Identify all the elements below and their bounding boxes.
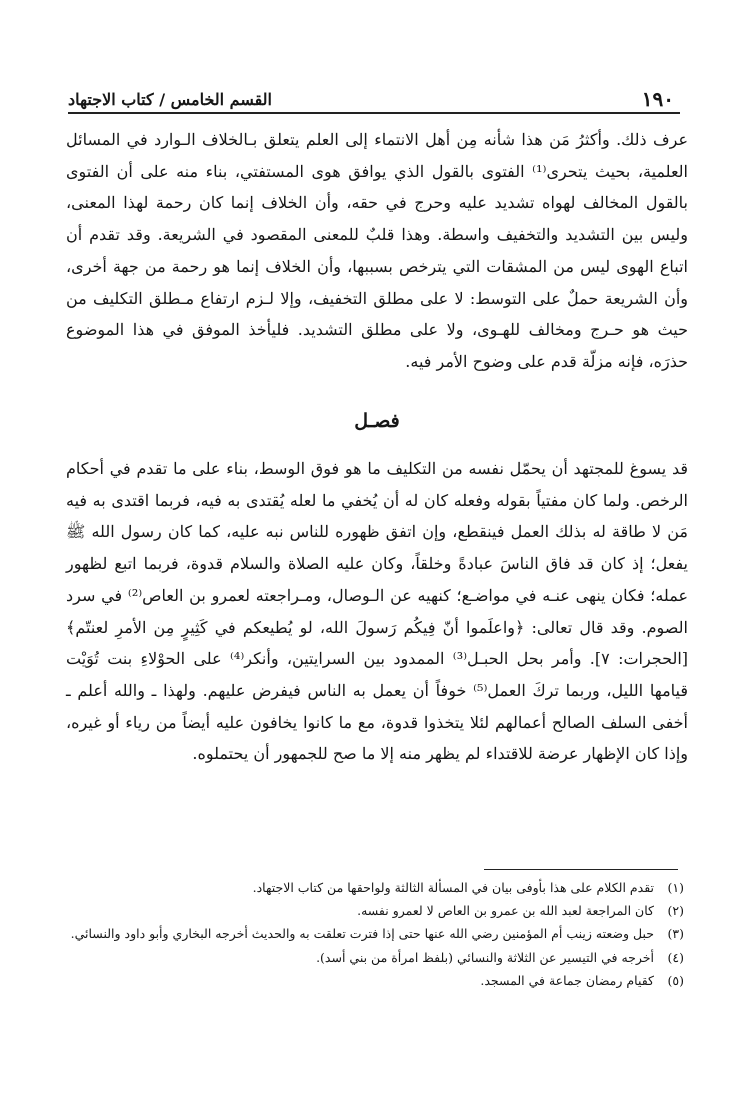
- running-title: القسم الخامس / كتاب الاجتهاد: [68, 90, 272, 109]
- page-header: [68, 86, 678, 114]
- footnote: [70, 876, 684, 899]
- footnote: [70, 922, 684, 945]
- paragraph-text: قد يسوغ للمجتهد أن يحمّل نفسه من التكليف ما هو فوق الوسط، بناء على ما تقدم في أحكام الرخص. ولما كان مفتياً بقوله وفعله كان له أن يُخفي ما لعله يُقتدى به فيه، فربما اقتدى به فيه مَن لا طاقة له بذلك العمل فينقطع، وإن اتفق ظهوره للناس نبه عليه، كما كان رسول الله ﷺ يفعل؛ إذ كان قد فاق الناسَ عبادةً وخلقاً، وكان عليه الصلاة والسلام قدوة، فربما اتبع لظهور عمله؛ فكان ينهى عنـه في مواضـع؛ كنهيه عن الـوصال، ومـراجعته لعمرو بن العاص⁽²⁾ في سرد الصوم. وقد قال تعالى: ﴿واعلَموا أنّ فِيكُم رَسولَ الله، لو يُطيعكم في كَثِيرٍ مِن الأمرِ لعنتّم﴾ [الحجرات: ٧]. وأمر بحل الحبـل⁽³⁾ الممدود بين السرايتين، وأنكر⁽⁴⁾ على الحوْلاءِ بنت تُوَيْت قيامها الليل، وربما تركَ العمل⁽⁵⁾ خوفاً أن يعمل به الناس فيفرض عليهم. ولهذا ـ والله أعلم ـ أخفى السلف الصالح أعمالهم لئلا يتخذوا قدوة، مع ما كانوا يخافون عليه أيضاً من رياء أو غيره، وإذا كان الإظهار عرضة للاقتداء لم يظهر منه إلا ما صح للجمهور أن يحتملوه.: [66, 459, 689, 764]
- footnotes: [70, 876, 684, 992]
- footnote-number: (١): [667, 880, 684, 895]
- footnote-text: حبل وضعته زينب أم المؤمنين رضي الله عنها حتى إذا فترت تعلقت به والحديث أخرجه البخاري وأبو داود والنسائي.: [70, 926, 654, 942]
- footnote-number: (٢): [667, 903, 684, 919]
- paragraph-text: عرف ذلك. وأكثرُ مَن هذا شأنه مِن أهل الانتماء إلى العلم يتعلق بـالخلاف الـوارد في المسائل العلمية، بحيث يتحرى⁽¹⁾ الفتوى بالقول الذي يوافق هوى المستفتي، بناء منه على أن الفتوى بالقول المخالف لهواه تشديد عليه وحرج في حقه، وأن الخلاف إنما كان رحمة لهذا المعنى، وليس بين التشديد والتخفيف واسطة. وهذا قلبٌ للمعنى المقصود في الشريعة. وقد تقدم أن اتباع الهوى ليس من المشقات التي يترخص بسببها، وأن الخلاف إنما هو رحمة من جهة أخرى، وأن الشريعة حملٌ على التوسط: لا على مطلق التخفيف، وإلا لـزم ارتفاع مـطلق التكليف من حيث هو حـرج ومخالف للهـوى، ولا على مطلق التشديد. فليأخذ الموفق في هذا الموضوع حذرَه، فإنه مزلّة قدم على وضوح الأمر فيه.: [66, 130, 689, 371]
- footnote-number: (٤): [667, 949, 684, 965]
- footnote-rule: [484, 869, 678, 870]
- page-number: ١٩٠: [641, 87, 674, 111]
- body-paragraph-1: [66, 124, 688, 378]
- footnote: [70, 946, 684, 969]
- footnote: [70, 899, 684, 922]
- footnote: [70, 969, 684, 992]
- header-rule: [68, 112, 680, 114]
- footnote-text: كقيام رمضان جماعة في المسجد.: [480, 972, 654, 988]
- footnote-number: (٥): [667, 972, 684, 988]
- footnote-text: أخرجه في التيسير عن الثلاثة والنسائي (بلفظ امرأة من بني أسد).: [316, 949, 654, 965]
- footnote-text: تقدم الكلام على هذا بأوفى بيان في المسألة الثالثة ولواحقها من كتاب الاجتهاد.: [252, 880, 654, 895]
- footnote-number: (٣): [667, 926, 684, 942]
- section-heading: فصـل: [354, 410, 400, 432]
- footnote-text: كان المراجعة لعبد الله بن عمرو بن العاص لا لعمرو نفسه.: [357, 903, 654, 919]
- body-paragraph-2: [66, 453, 688, 770]
